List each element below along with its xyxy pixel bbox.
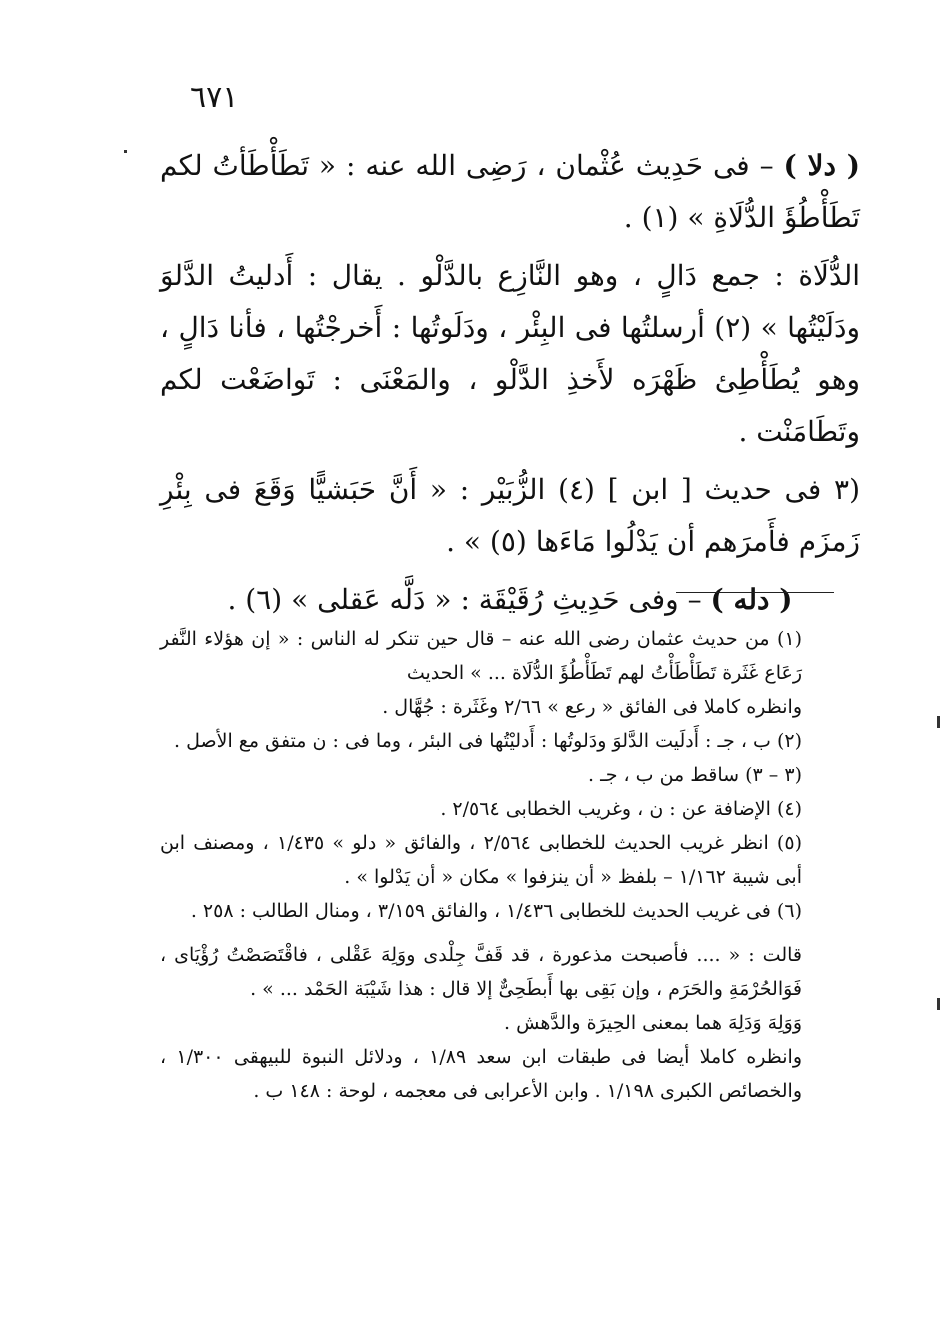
footnote-divider: [676, 592, 834, 593]
footnote-line: قالت : « .... فأصبحت مذعورة ، قد قَفَّ جِلْدى ووَلِهَ عَقْلى ، فاقْتَصَصْتُ رُؤْيَاى ، فَوَالحُرْمَةِ والحَرَم ، وإن بَقِى بها أَبطَحِىٌّ إلا قال : هذا شَيْبَة الحَمْد ... » .: [160, 944, 802, 1000]
definition-paragraph: الدُّلَاة : جمع دَالٍ ، وهو النَّازِع بالدَّلْو . يقال : أَدليتُ الدَّلوَ ودَلَيْتُها » (٢) أرسلتُها فى البِئْر ، ودَلَوتُها : أَخرجْتُها ، فأنا دَالٍ ، وهو يُطَأْطِئ ظَهْرَه لأَخذِ الدَّلْو ، والمَعْنَى : تَواضَعْت لكم وتَطَامَنْت .: [160, 259, 861, 448]
footnote-line: وانظره كاملا فى الفائق « رعع » ٢/٦٦ وغَثَرة : جُهَّال .: [382, 696, 802, 718]
footnote-line: (٤) الإضافة عن : ن ، وغريب الخطابى ٢/٥٦٤ .: [440, 798, 802, 820]
footnote-line: (٦) فى غريب الحديث للخطابى ١/٤٣٦ ، والفائق ٣/١٥٩ ، ومنال الطالب : ٢٥٨ .: [190, 900, 802, 922]
footnotes: [160, 622, 840, 1108]
scan-speck: [937, 998, 940, 1010]
scan-speck: [124, 150, 127, 153]
footnote-line: (٢) ب ، جـ : أَدلَيت الدَّلوَ ودَلوتُها : أَدليْتُها فى البئر ، وما فى : ن متفق مع الأصل .: [174, 730, 802, 752]
entry-headword: ( دلا ): [783, 149, 860, 182]
scan-speck: [937, 716, 940, 728]
entry-text: – وفى حَدِيثِ رُقَيْقَة : « دَلَّه عَقلى » (٦) .: [227, 583, 711, 616]
entry-headword: ( دله ): [710, 583, 793, 616]
entry-text: – فى حَدِيث عُثْمان ، رَضِى الله عنه : « تَطَأْطَأتُ لكم تَطَأْطُؤَ الدُّلَاةِ » (١) .: [160, 149, 860, 234]
footnote-line: وانظره كاملا أيضا فى طبقات ابن سعد ١/٨٩ ، ودلائل النبوة للبيهقى ١/٣٠٠ ، والخصائص الكبرى ١/١٩٨ . وابن الأعرابى فى معجمه ، لوحة : ١٤٨ ب .: [160, 1046, 802, 1102]
footnote-line: (٥) انظر غريب الحديث للخطابى ٢/٥٦٤ ، والفائق « دلو » ١/٤٣٥ ، ومصنف ابن أبى شيبة ١/١٦٢ – بلفظ « أن ينزفوا » مكان « أن يَدْلوا » .: [160, 832, 802, 888]
footnote-line: وَوَلِهَ وَدَلِهَ هما بمعنى الحِيرَة والدَّهش .: [504, 1012, 802, 1034]
entry-dala: [160, 140, 860, 244]
hadith-paragraph: (٣ فى حديث [ ابن ] (٤) الزُّبَيْر : « أَنَّ حَبَشيًّا وَقَعَ فى بِئْرِ زَمزَم فأَمرَهم أن يَدْلُوا مَاءَها (٥) » .: [160, 473, 860, 558]
footnote-line: (١) من حديث عثمان رضى الله عنه – قال حين تنكر له الناس : « إن هؤلاء النَّفر رَعَاع غَثَرة تَطَأْطَأْتُ لهم تَطَأْطُؤَ الدُّلَاة ... » الحديث: [160, 628, 802, 684]
footnote-line: (٣ – ٣) ساقط من ب ، جـ .: [588, 764, 802, 786]
page-number: ٦٧١: [190, 80, 239, 115]
main-text: [160, 140, 860, 632]
entry-dalah: [160, 574, 860, 626]
